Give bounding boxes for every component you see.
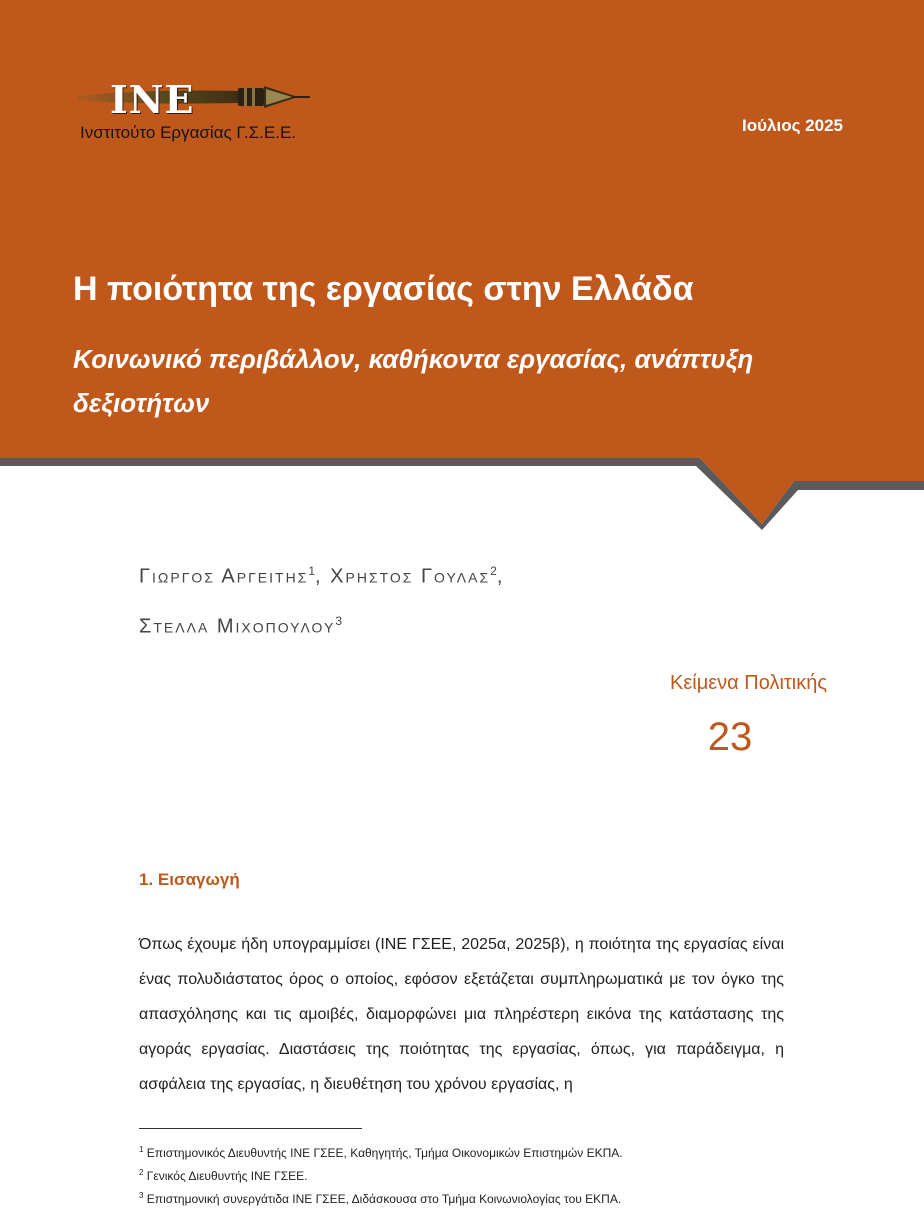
footnotes: [139, 1140, 623, 1209]
author-name: Χρηστος Γουλας: [330, 565, 491, 588]
ine-logo: [78, 76, 318, 146]
author-list: [139, 549, 504, 648]
issue-number: 23: [707, 715, 753, 759]
body-paragraph: Όπως έχουμε ήδη υπογραμμίσει (ΙΝΕ ΓΣΕΕ, 2025α, 2025β), η ποιότητα της εργασίας είναι ένας πολυδιάστατος όρος ο οποίος, εφόσον εξετάζεται συμπληρωματικά με τον όγκο της απασχόλησης και τις αμοιβές, διαμορφώνει μια πληρέστερη εικόνα της κατάστασης της αγοράς εργασίας. Διαστάσεις της ποιότητας της εργασίας, όπως, για παράδειγμα, η ασφάλεια της εργασίας, η διευθέτηση του χρόνου εργασίας, η: [139, 936, 784, 1093]
author-line-1: Γιωργος Αργειτης$^1$, Χρηστος Γουλας$^2$,: [139, 564, 505, 588]
footnote: $^1$ Επιστημονικός Διευθυντής ΙΝΕ ΓΣΕΕ, Καθηγητής, Τμήμα Οικονομικών Επιστημών ΕΚΠΑ.: [139, 1145, 623, 1160]
author-name: Στελλα Μιχοπουλου: [139, 615, 336, 638]
series-label: Κείμενα Πολιτικής: [670, 672, 827, 694]
footnote-ref[interactable]: 2: [490, 564, 497, 578]
footnote: $^2$ Γενικός Διευθυντής ΙΝΕ ΓΣΕΕ.: [139, 1168, 308, 1183]
document-subtitle: Κοινωνικό περιβάλλον, καθήκοντα εργασίας, ανάπτυξη δεξιοτήτων: [73, 344, 754, 418]
publication-date: Ιούλιος 2025: [742, 116, 843, 135]
footnote-ref[interactable]: 1: [308, 564, 316, 578]
document-title: Η ποιότητα της εργασίας στην Ελλάδα: [73, 270, 694, 308]
section-heading: 1. Εισαγωγή: [139, 870, 240, 889]
author-line-2: [139, 599, 504, 649]
logo-abbreviation: ΙΝΕ: [110, 77, 195, 122]
footnote-ref[interactable]: 3: [335, 613, 342, 628]
footnote-divider: [139, 1128, 362, 1129]
author-name: Γιωργος Αργειτης: [139, 565, 309, 588]
logo-subtitle: Ινστιτούτο Εργασίας Γ.Σ.Ε.Ε.: [80, 123, 297, 142]
footnote: $^3$ Επιστημονική συνεργάτιδα ΙΝΕ ΓΣΕΕ, Διδάσκουσα στο Τμήμα Κοινωνιολογίας του ΕΚΠΑ.: [139, 1191, 622, 1206]
